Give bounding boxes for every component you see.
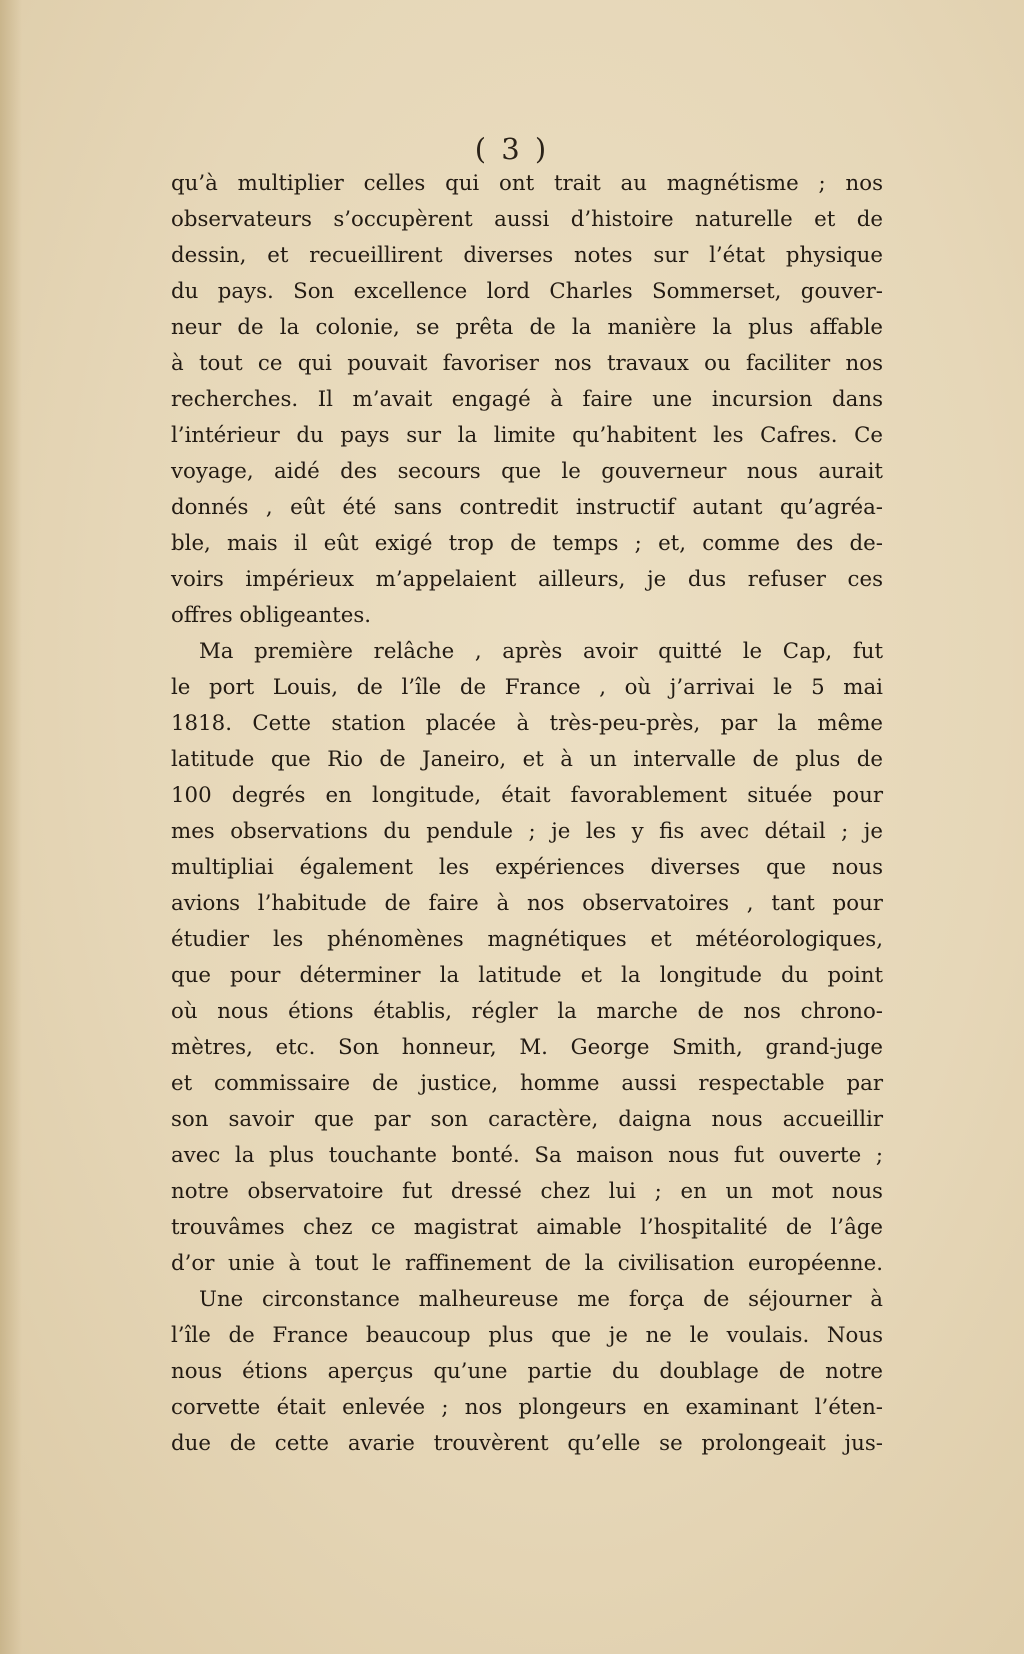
- text-line: avions l’habitude de faire à nos observatoires , tant pour: [171, 891, 883, 916]
- text-line: mes observations du pendule ; je les y fis avec détail ; je: [171, 819, 883, 844]
- text-line: que pour déterminer la latitude et la longitude du point: [171, 963, 883, 988]
- text-line: voyage, aidé des secours que le gouverneur nous aurait: [171, 459, 883, 484]
- text-line: mètres, etc. Son honneur, M. George Smith, grand-juge: [171, 1035, 883, 1060]
- text-line: 1818. Cette station placée à très-peu-près, par la même: [171, 711, 883, 736]
- text-line: neur de la colonie, se prêta de la manière la plus affable: [171, 315, 883, 340]
- text-line: nous étions aperçus qu’une partie du doublage de notre: [171, 1359, 883, 1384]
- text-line: son savoir que par son caractère, daigna nous accueillir: [171, 1107, 883, 1132]
- text-line: dessin, et recueillirent diverses notes sur l’état physique: [171, 243, 883, 268]
- text-line: et commissaire de justice, homme aussi respectable par: [171, 1071, 883, 1096]
- text-line: l’intérieur du pays sur la limite qu’habitent les Cafres. Ce: [171, 423, 883, 448]
- text-line: offres obligeantes.: [171, 603, 372, 628]
- paragraph-start-line: Une circonstance malheureuse me força de séjourner à: [199, 1287, 883, 1312]
- text-line: ble, mais il eût exigé trop de temps ; et, comme des de-: [171, 531, 883, 556]
- page-body: [171, 166, 883, 1462]
- text-line: à tout ce qui pouvait favoriser nos travaux ou faciliter nos: [171, 351, 883, 376]
- text-line: où nous étions établis, régler la marche de nos chrono-: [171, 999, 883, 1024]
- text-line: le port Louis, de l’île de France , où j’arrivai le 5 mai: [171, 675, 883, 700]
- text-line: avec la plus touchante bonté. Sa maison nous fut ouverte ;: [171, 1143, 883, 1168]
- text-line: d’or unie à tout le raffinement de la civilisation européenne.: [171, 1251, 883, 1276]
- text-line: 100 degrés en longitude, était favorablement située pour: [171, 783, 883, 808]
- text-line: voirs impérieux m’appelaient ailleurs, je dus refuser ces: [171, 567, 883, 592]
- text-line: l’île de France beaucoup plus que je ne le voulais. Nous: [171, 1323, 883, 1348]
- page-number: ( 3 ): [474, 132, 550, 166]
- text-line: étudier les phénomènes magnétiques et météorologiques,: [171, 927, 883, 952]
- text-line: latitude que Rio de Janeiro, et à un intervalle de plus de: [171, 747, 883, 772]
- text-line: du pays. Son excellence lord Charles Sommerset, gouver-: [171, 279, 883, 304]
- text-line: notre observatoire fut dressé chez lui ; en un mot nous: [171, 1179, 883, 1204]
- text-line: corvette était enlevée ; nos plongeurs en examinant l’éten-: [171, 1395, 883, 1420]
- text-line: trouvâmes chez ce magistrat aimable l’hospitalité de l’âge: [171, 1215, 883, 1240]
- text-line: recherches. Il m’avait engagé à faire une incursion dans: [171, 387, 883, 412]
- text-line: observateurs s’occupèrent aussi d’histoire naturelle et de: [171, 207, 883, 232]
- text-line: qu’à multiplier celles qui ont trait au magnétisme ; nos: [171, 171, 883, 196]
- text-line: donnés , eût été sans contredit instructif autant qu’agréa-: [171, 495, 883, 520]
- paragraph-start-line: Ma première relâche , après avoir quitté le Cap, fut: [199, 639, 883, 664]
- text-line: multipliai également les expériences diverses que nous: [171, 855, 883, 880]
- text-line: due de cette avarie trouvèrent qu’elle se prolongeait jus-: [171, 1431, 883, 1456]
